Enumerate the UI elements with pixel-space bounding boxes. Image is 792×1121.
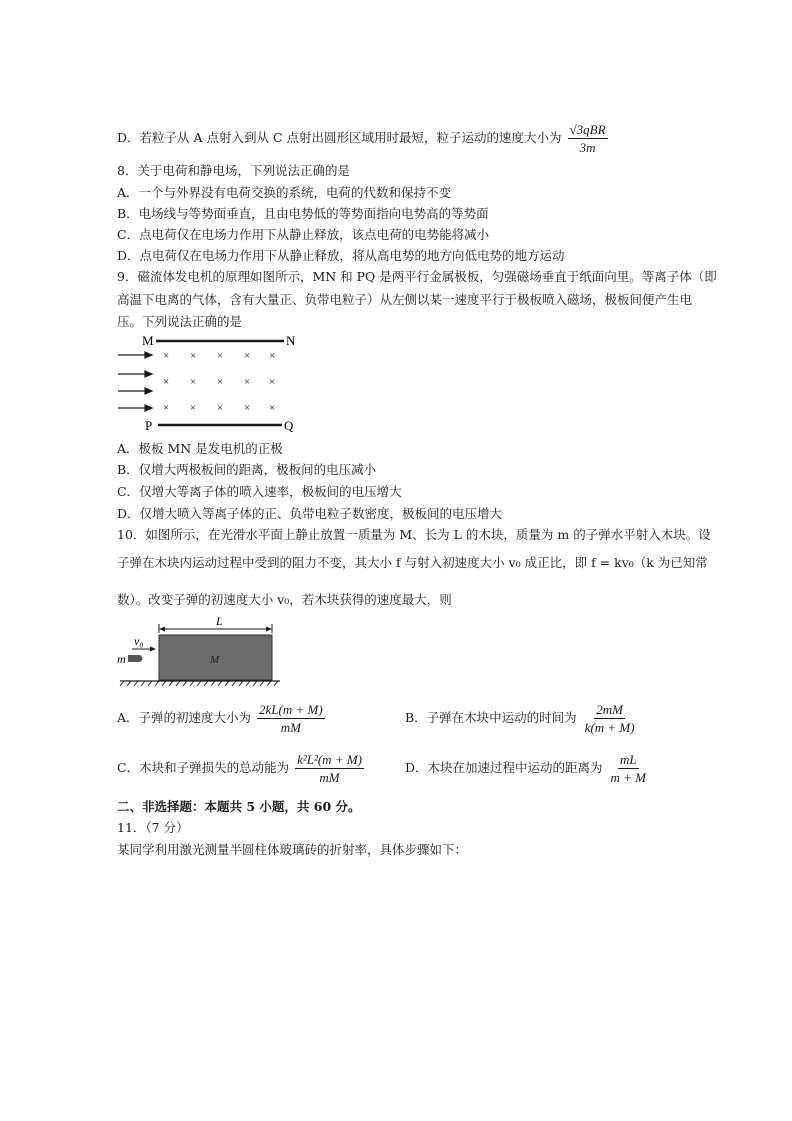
magnetic-field-crosses <box>163 350 275 414</box>
fraction-numerator: mL <box>619 752 637 767</box>
q10-option-a-fraction <box>257 702 325 735</box>
label-velocity: v₀ <box>134 634 144 648</box>
svg-text:×: × <box>269 376 276 388</box>
q10-stem-line1: 10．如图所示，在光滑水平面上静止放置一质量为 M、长为 L 的木块，质量为 m 的子弹水平射入木块。设 <box>117 527 711 542</box>
q9-figure <box>112 332 302 436</box>
q10-option-a-text: A．子弹的初速度大小为 <box>117 710 252 725</box>
svg-text:×: × <box>163 350 170 362</box>
label-n: N <box>286 333 296 348</box>
svg-text:×: × <box>269 350 276 362</box>
fraction-denominator: m + M <box>610 770 647 785</box>
label-m: M <box>142 333 154 348</box>
label-bullet-mass: m <box>117 652 126 666</box>
svg-text:×: × <box>190 376 197 388</box>
q10-stem-line2: 子弹在木块内运动过程中受到的阻力不变，其大小 f 与射入初速度大小 v₀ 成正比，即 f = kv₀（k 为已知常 <box>117 555 708 570</box>
section-2-heading: 二、非选择题：本题共 5 小题，共 60 分。 <box>117 799 361 814</box>
q8-option-b: B．电场线与等势面垂直，且由电势低的等势面指向电势高的等势面 <box>117 206 489 221</box>
svg-text:×: × <box>163 402 170 414</box>
fraction-numerator: k²L²(m + M) <box>297 752 363 767</box>
svg-text:×: × <box>269 402 276 414</box>
q10-stem-line3: 数）。改变子弹的初速度大小 v₀，若木块获得的速度最大，则 <box>117 592 452 607</box>
q11-text: 某同学利用激光测量半圆柱体玻璃砖的折射率，具体步骤如下： <box>117 842 468 857</box>
q10-option-c-text: C．木块和子弹损失的总动能为 <box>117 760 290 775</box>
q10-option-d <box>405 752 650 785</box>
label-q: Q <box>284 418 294 433</box>
svg-text:×: × <box>217 350 224 362</box>
q9-stem-line1: 9．磁流体发电机的原理如图所示，MN 和 PQ 是两平行金属极板，匀强磁场垂直于纸面向里。等离子体（即 <box>117 269 717 284</box>
q7-option-d-text: D．若粒子从 A 点射入到从 C 点射出圆形区域用时最短，粒子运动的速度大小为 <box>117 130 562 145</box>
svg-text:×: × <box>217 402 224 414</box>
fraction-denominator: k(m + M) <box>584 720 635 735</box>
q7-option-d <box>117 122 610 155</box>
svg-text:×: × <box>190 350 197 362</box>
q10-option-d-fraction <box>609 752 649 785</box>
fraction-numerator: √3qBR <box>569 122 606 137</box>
fraction-numerator: 2mM <box>596 702 623 717</box>
svg-text:×: × <box>244 402 251 414</box>
q10-option-c <box>117 752 366 785</box>
fraction-numerator: 2kL(m + M) <box>259 702 323 717</box>
q10-figure <box>114 611 284 689</box>
q8-option-c: C．点电荷仅在电场力作用下从静止释放，该点电荷的电势能将减小 <box>117 227 490 242</box>
q7-option-d-fraction <box>568 122 608 155</box>
q9-stem-line3: 压。下列说法正确的是 <box>117 314 243 329</box>
q10-option-d-text: D．木块在加速过程中运动的距离为 <box>405 760 603 775</box>
label-p: P <box>145 418 153 433</box>
plasma-inflow-arrows <box>118 352 152 411</box>
q8-option-a: A．一个与外界没有电荷交换的系统，电荷的代数和保持不变 <box>117 185 452 200</box>
ground-hatch <box>120 681 278 686</box>
fraction-denominator: mM <box>319 770 340 785</box>
label-length: L <box>216 614 223 628</box>
q10-option-b-fraction <box>583 702 637 735</box>
q10-option-b-text: B．子弹在木块中运动的时间为 <box>405 710 577 725</box>
q9-stem-line2: 高温下电离的气体，含有大量正、负带电粒子）从左侧以某一速度平行于极板喷入磁场，极板间便产生电 <box>117 292 693 307</box>
svg-text:×: × <box>163 376 170 388</box>
svg-text:×: × <box>244 376 251 388</box>
q10-option-c-fraction <box>295 752 364 785</box>
q8-stem: 8．关于电荷和静电场，下列说法正确的是 <box>117 163 350 178</box>
q10-option-a <box>117 702 327 735</box>
q9-option-a: A．极板 MN 是发电机的正极 <box>117 441 283 456</box>
label-block-mass: M <box>210 654 220 666</box>
fraction-denominator: mM <box>280 720 301 735</box>
q9-option-c: C．仅增大等离子体的喷入速率，极板间的电压增大 <box>117 484 402 499</box>
q9-option-d: D．仅增大喷入等离子体的正、负带电粒子数密度，极板间的电压增大 <box>117 506 503 521</box>
svg-text:×: × <box>190 402 197 414</box>
bullet <box>128 655 143 662</box>
svg-text:×: × <box>244 350 251 362</box>
svg-text:×: × <box>217 376 224 388</box>
q11-heading: 11．（7 分） <box>117 820 189 835</box>
q10-option-b <box>405 702 639 735</box>
q8-option-d: D．点电荷仅在电场力作用下从静止释放，将从高电势的地方向低电势的地方运动 <box>117 248 565 263</box>
q9-option-b: B．仅增大两极板间的距离，极板间的电压减小 <box>117 462 377 477</box>
fraction-denominator: 3m <box>579 140 596 155</box>
